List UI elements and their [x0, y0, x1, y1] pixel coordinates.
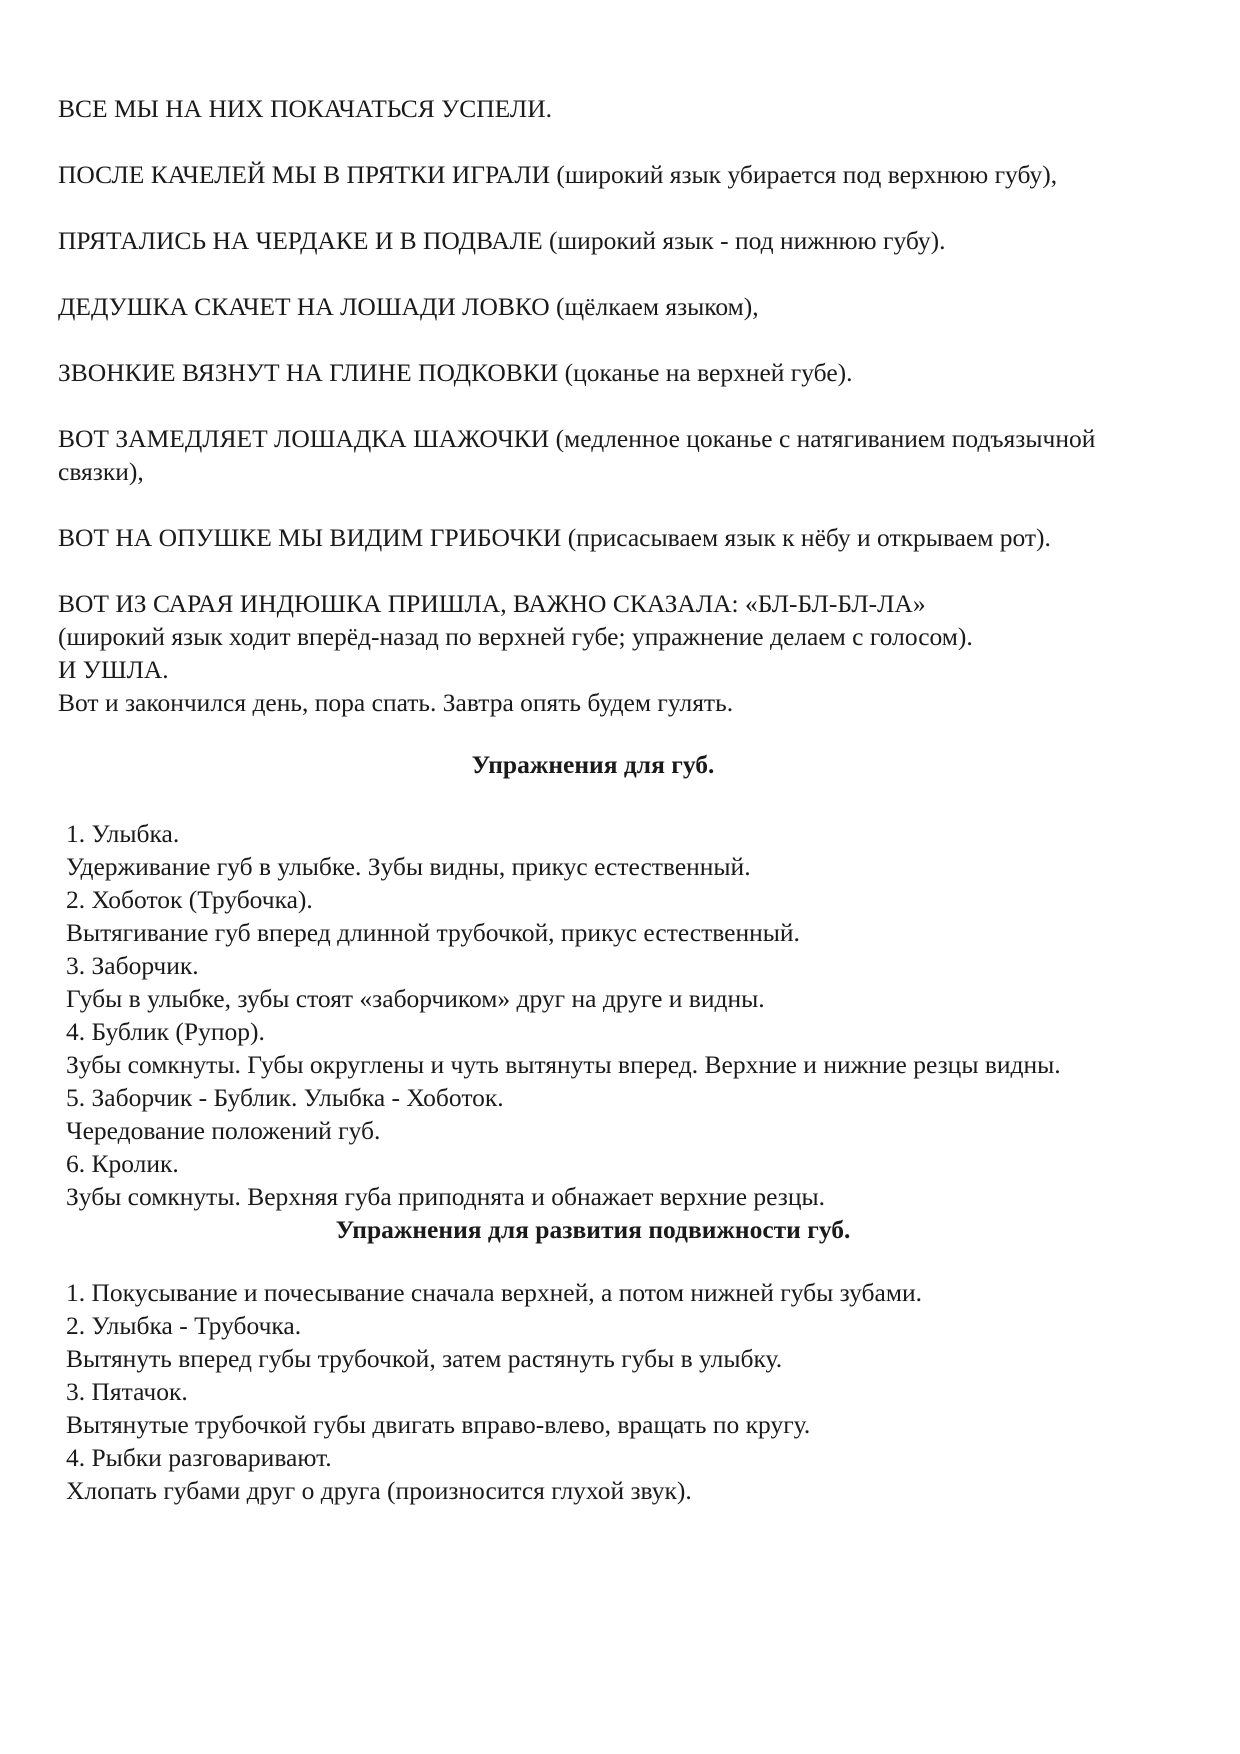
- mobility-exercise-desc: Вытянуть вперед губы трубочкой, затем растянуть губы в улыбку.: [66, 1344, 783, 1373]
- mobility-exercise-desc: Вытянутые трубочкой губы двигать вправо-влево, вращать по кругу.: [66, 1410, 811, 1439]
- lips-exercise-title: 2. Хоботок (Трубочка).: [66, 885, 313, 914]
- turkey-line-3: И УШЛА.: [58, 655, 169, 684]
- mobility-exercise-desc: Хлопать губами друг о друга (произносится глухой звук).: [66, 1476, 692, 1505]
- poem-line-3: [58, 224, 1168, 257]
- poem-note: (цоканье на верхней губе).: [558, 358, 853, 387]
- poem-note: (широкий язык - под нижнюю губу).: [542, 226, 946, 255]
- poem-note: (широкий язык убирается под верхнюю губу),: [550, 160, 1058, 189]
- poem-line-7: [58, 521, 1168, 554]
- mobility-exercise-title: 3. Пятачок.: [66, 1377, 188, 1406]
- poem-caps: ВОТ НА ОПУШКЕ МЫ ВИДИМ ГРИБОЧКИ: [58, 523, 562, 552]
- lips-exercise-desc: Удерживание губ в улыбке. Зубы видны, прикус естественный.: [66, 852, 751, 881]
- turkey-line-1: ВОТ ИЗ САРАЯ ИНДЮШКА ПРИШЛА, ВАЖНО СКАЗАЛА: «БЛ-БЛ-БЛ-ЛА»: [58, 589, 926, 618]
- poem-caps: ПРЯТАЛИСЬ НА ЧЕРДАКЕ И В ПОДВАЛЕ: [58, 226, 543, 255]
- poem-note: (медленное цоканье с натягиванием подъязычной связки),: [58, 424, 1096, 486]
- lips-exercise-desc-text: Зубы сомкнуты. Губы округлены и чуть вытянуты вперед. Верхние и нижние резцы видны.: [66, 1050, 1061, 1079]
- mobility-exercise-title: 1. Покусывание и почесывание сначала верхней, а потом нижней губы зубами.: [66, 1278, 923, 1307]
- lips-exercise-title: 5. Заборчик - Бублик. Улыбка - Хоботок.: [66, 1083, 504, 1112]
- poem-line-6: [58, 422, 1168, 488]
- mobility-exercise-title: 4. Рыбки разговаривают.: [66, 1443, 332, 1472]
- poem-caps: ПОСЛЕ КАЧЕЛЕЙ МЫ В ПРЯТКИ ИГРАЛИ: [58, 160, 551, 189]
- turkey-line-2: (широкий язык ходит вперёд-назад по верхней губе; упражнение делаем с голосом).: [58, 622, 973, 651]
- poem-note: (присасываем язык к нёбу и открываем рот).: [561, 523, 1051, 552]
- lips-exercise-desc: Чередование положений губ.: [66, 1116, 381, 1145]
- document-page: [58, 92, 1168, 1507]
- poem-caps: ВОТ ЗАМЕДЛЯЕТ ЛОШАДКА ШАЖОЧКИ: [58, 424, 550, 453]
- lips-exercise-title: 6. Кролик.: [66, 1149, 179, 1178]
- poem-line-1: [58, 92, 1168, 125]
- lips-exercise-desc: Губы в улыбке, зубы стоят «заборчиком» друг на друге и видны.: [66, 984, 765, 1013]
- mobility-exercise-title: 2. Улыбка - Трубочка.: [66, 1311, 302, 1340]
- mobility-exercise-list: [58, 1276, 1168, 1507]
- poem-note: (щёлкаем языком),: [549, 292, 759, 321]
- lips-exercise-title: 1. Улыбка.: [66, 819, 180, 848]
- lips-exercise-title: 3. Заборчик.: [66, 951, 199, 980]
- lips-exercise-desc: Зубы сомкнуты. Верхняя губа приподнята и обнажает верхние резцы.: [66, 1182, 826, 1211]
- lips-exercise-desc: Вытягивание губ вперед длинной трубочкой, прикус естественный.: [66, 918, 800, 947]
- lips-exercise-list: [58, 817, 1168, 1213]
- poem-line-5: [58, 356, 1168, 389]
- mobility-heading: Упражнения для развития подвижности губ.: [335, 1215, 851, 1244]
- lips-heading: Упражнения для губ.: [471, 750, 715, 779]
- poem-caps: ЗВОНКИЕ ВЯЗНУТ НА ГЛИНЕ ПОДКОВКИ: [58, 358, 559, 387]
- lips-exercise-desc: [58, 1048, 1168, 1081]
- lips-exercise-title: 4. Бублик (Рупор).: [66, 1017, 265, 1046]
- closing-line: Вот и закончился день, пора спать. Завтра опять будем гулять.: [58, 688, 734, 717]
- poem-line-2: [58, 158, 1168, 191]
- poem-line-4: [58, 290, 1168, 323]
- poem-caps: ВСЕ МЫ НА НИХ ПОКАЧАТЬСЯ УСПЕЛИ.: [58, 94, 552, 123]
- poem-caps: ДЕДУШКА СКАЧЕТ НА ЛОШАДИ ЛОВКО: [58, 292, 550, 321]
